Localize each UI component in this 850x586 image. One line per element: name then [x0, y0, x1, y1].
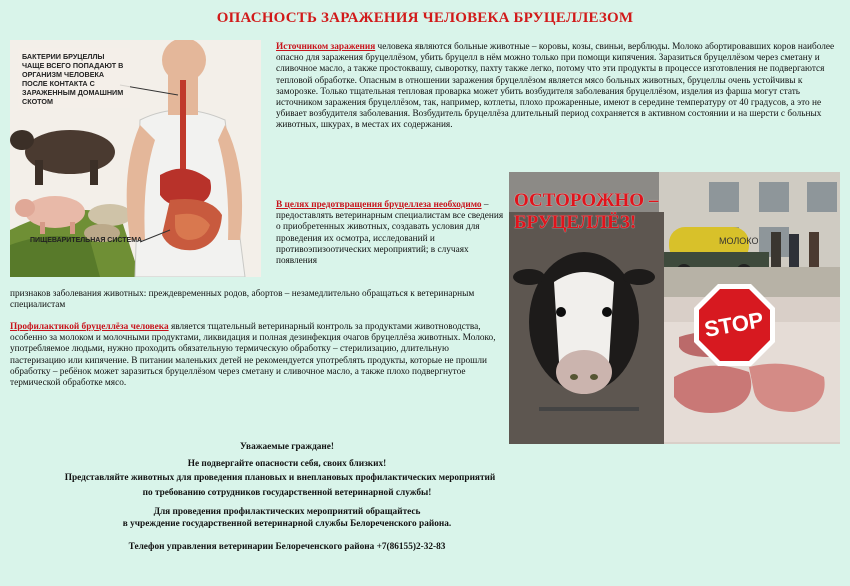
- footer-phone: Телефон управления ветеринарии Белореченского района +7(86155)2-32-83: [128, 542, 446, 552]
- page-title: ОПАСНОСТЬ ЗАРАЖЕНИЯ ЧЕЛОВЕКА БРУЦЕЛЛЕЗОМ: [216, 10, 634, 26]
- human-prophylaxis-text: является тщательный ветеринарный контроль за продуктами животноводства, особенно за молоком и молочными продуктами, ликвидация и полная дезинфекция очагов бруцеллёза животных. Молоко, употребляемое людьми, нужно проходить обязательную термическую обработку – стерилизацию, длительную пастеризацию или кипячение. В питании маленьких детей не рекомендуется употреблять продукты, которые не прошли обработку – ребёнок может заразиться бруцеллёзом через сметану и сливочное масло, а также плохо подвергнутое термической обработке мясо.: [10, 322, 496, 389]
- prevention-continued-paragraph: [10, 289, 504, 311]
- footer-request-line2: по требованию сотрудников государственной ветеринарной службы!: [142, 488, 432, 498]
- prevention-continued-text: признаков заболевания животных: преждевременных родов, абортов – незамедлительно обращаться к ветеринарным специалистам: [10, 289, 475, 311]
- prevention-heading: В целях предотвращения бруцеллеза необходимо: [276, 200, 482, 210]
- human-prophylaxis-heading: Профилактикой бруцеллёза человека: [10, 322, 169, 332]
- footer-warning: Не подвергайте опасности себя, своих близких!: [187, 459, 387, 469]
- warning-headline: ОСТОРОЖНО – БРУЦЕЛЛЁЗ!: [514, 190, 659, 233]
- footer-request-line1: Представляйте животных для проведения плановых и внеплановых профилактических мероприятий: [64, 473, 496, 483]
- digestive-system-label: ПИЩЕВАРИТЕЛЬНАЯ СИСТЕМА: [30, 237, 143, 244]
- stop-sign-text: STOP: [702, 307, 766, 342]
- human-prophylaxis-paragraph: [10, 322, 504, 389]
- footer-contact-line1: Для проведения профилактических мероприятий обращайтесь: [153, 507, 421, 517]
- illustration-caption: БАКТЕРИИ БРУЦЕЛЛЫ ЧАЩЕ ВСЕГО ПОПАДАЮТ В ОРГАНИЗМ ЧЕЛОВЕКА ПОСЛЕ КОНТАКТА С ЗАРАЖЕННЫМ ДОМАШНИМ СКОТОМ: [22, 52, 124, 106]
- prevention-paragraph: [276, 200, 504, 267]
- footer-contact-line2: в учреждение государственной ветеринарной службы Белореченского района.: [122, 519, 452, 529]
- infection-source-heading: Источником заражения: [276, 42, 376, 52]
- prevention-text: – предоставлять ветеринарным специалистам все сведения о приобретенных животных, создавать условия для проведения их осмотра, исследований и противоэпизоотических мероприятий; в случаях появления: [276, 200, 504, 267]
- digestive-system-illustration: [10, 40, 261, 277]
- truck-label: МОЛОКО: [719, 236, 759, 246]
- infection-source-text: человека являются больные животные – коровы, козы, свиньи, верблюды. Молоко абортировавших коров наиболее опасно для заражения бруцеллёзом, убить бруцелл в нём можно только при помощи кипячения. Заразиться бруцеллёзом через сметану и сливочное масло, а также простоквашу, сыворотку, пахту также легко, потому что эти продукты в процессе изготовления не подвергаются тепловой обработке. Опасным в отношении заражения бруцеллёзом является мясо больных животных, бруцеллы очень устойчивы к заморозке. Только тщательная тепловая проварка может убить возбудителя заболевания бруцеллёзом, изделия из фарша могут стать источником заражения бруцеллёзом, так, например, котлеты, плохо прожаренные, имеют в середине температуру от 40 градусов, а это не убивает возбудителя заболевания. Возбудитель бруцеллёза длительный период сохраняется в активном состоянии и на шерсти с больных животных, шкурах, в местах их содержания.: [276, 42, 835, 131]
- infection-source-paragraph: [276, 42, 842, 132]
- footer-greeting: Уважаемые граждане!: [240, 442, 334, 452]
